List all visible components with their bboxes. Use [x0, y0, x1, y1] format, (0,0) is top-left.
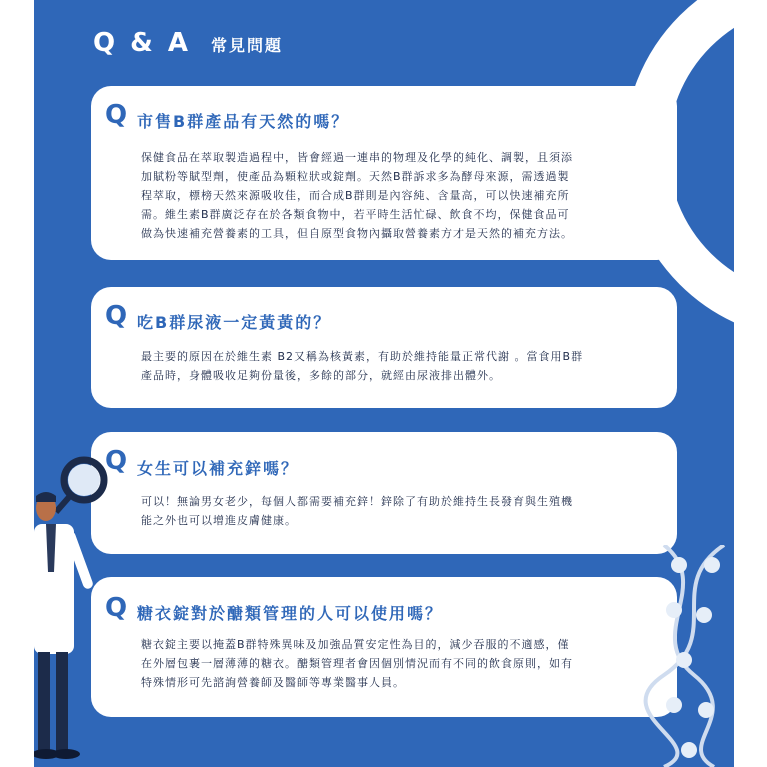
- scientist-illustration: [34, 452, 134, 767]
- q-icon: Q: [105, 100, 128, 130]
- header: [93, 28, 283, 58]
- faq-question: 女生可以補充鋅嗎？: [137, 459, 300, 478]
- q-icon: Q: [105, 593, 128, 623]
- faq-card: [91, 432, 677, 554]
- answer-line: 需。維生素B群廣泛存在於各類食物中，若平時生活忙碌、飲食不均，保健食品可: [141, 208, 570, 221]
- answer-line: 最主要的原因在於維生素 B2又稱為核黃素，有助於維持能量正常代謝 。當食用B群: [141, 350, 584, 363]
- answer-line: 保健食品在萃取製造過程中，皆會經過一連串的物理及化學的純化、調製，且須添: [141, 151, 573, 164]
- answer-line: 做為快速補充營養素的工具，但自原型食物內攝取營養素方才是天然的補充方法。: [141, 227, 573, 240]
- scientist-leg: [38, 652, 50, 752]
- faq-question: 糖衣錠對於醣類管理的人可以使用嗎？: [137, 604, 444, 623]
- page-title: Q & A: [93, 28, 192, 58]
- answer-line: 可以！無論男女老少，每個人都需要補充鋅！鋅除了有助於維持生長發育與生殖機: [141, 495, 573, 508]
- answer-line: 程萃取，標榜天然來源吸收佳，而合成B群則是內容純、含量高，可以快速補充所: [141, 189, 570, 202]
- faq-answer: [141, 635, 636, 692]
- q-icon: Q: [105, 301, 128, 331]
- dna-molecule-illustration: [634, 545, 734, 767]
- answer-line: 特殊情形可先諮詢營養師及醫師等專業醫事人員。: [141, 676, 405, 689]
- answer-line: 糖衣錠主要以掩蓋B群特殊異味及加強品質安定性為目的，減少吞服的不適感，僅: [141, 638, 570, 651]
- faq-answer: [141, 347, 636, 385]
- faq-question: 市售B群產品有天然的嗎？: [137, 112, 350, 131]
- faq-answer: [141, 492, 636, 530]
- faq-card: [91, 577, 677, 717]
- q-icon: Q: [105, 446, 128, 476]
- faq-card: [91, 287, 677, 408]
- answer-line: 在外層包裹一層薄薄的糖衣。醣類管理者會因個別情況而有不同的飲食原則，如有: [141, 657, 573, 670]
- faq-answer: [141, 148, 636, 243]
- answer-line: 加賦粉等賦型劑，使產品為顆粒狀或錠劑。天然B群訴求多為酵母來源，需透過製: [141, 170, 570, 183]
- answer-line: 產品時，身體吸收足夠份量後，多餘的部分，就經由尿液排出體外。: [141, 369, 501, 382]
- qa-panel: [34, 0, 734, 767]
- faq-card: [91, 86, 677, 260]
- answer-line: 能之外也可以增進皮膚健康。: [141, 514, 297, 527]
- page-subtitle: 常見問題: [211, 36, 284, 55]
- faq-question: 吃B群尿液一定黃黃的？: [137, 313, 332, 332]
- magnifier-handle: [56, 496, 70, 512]
